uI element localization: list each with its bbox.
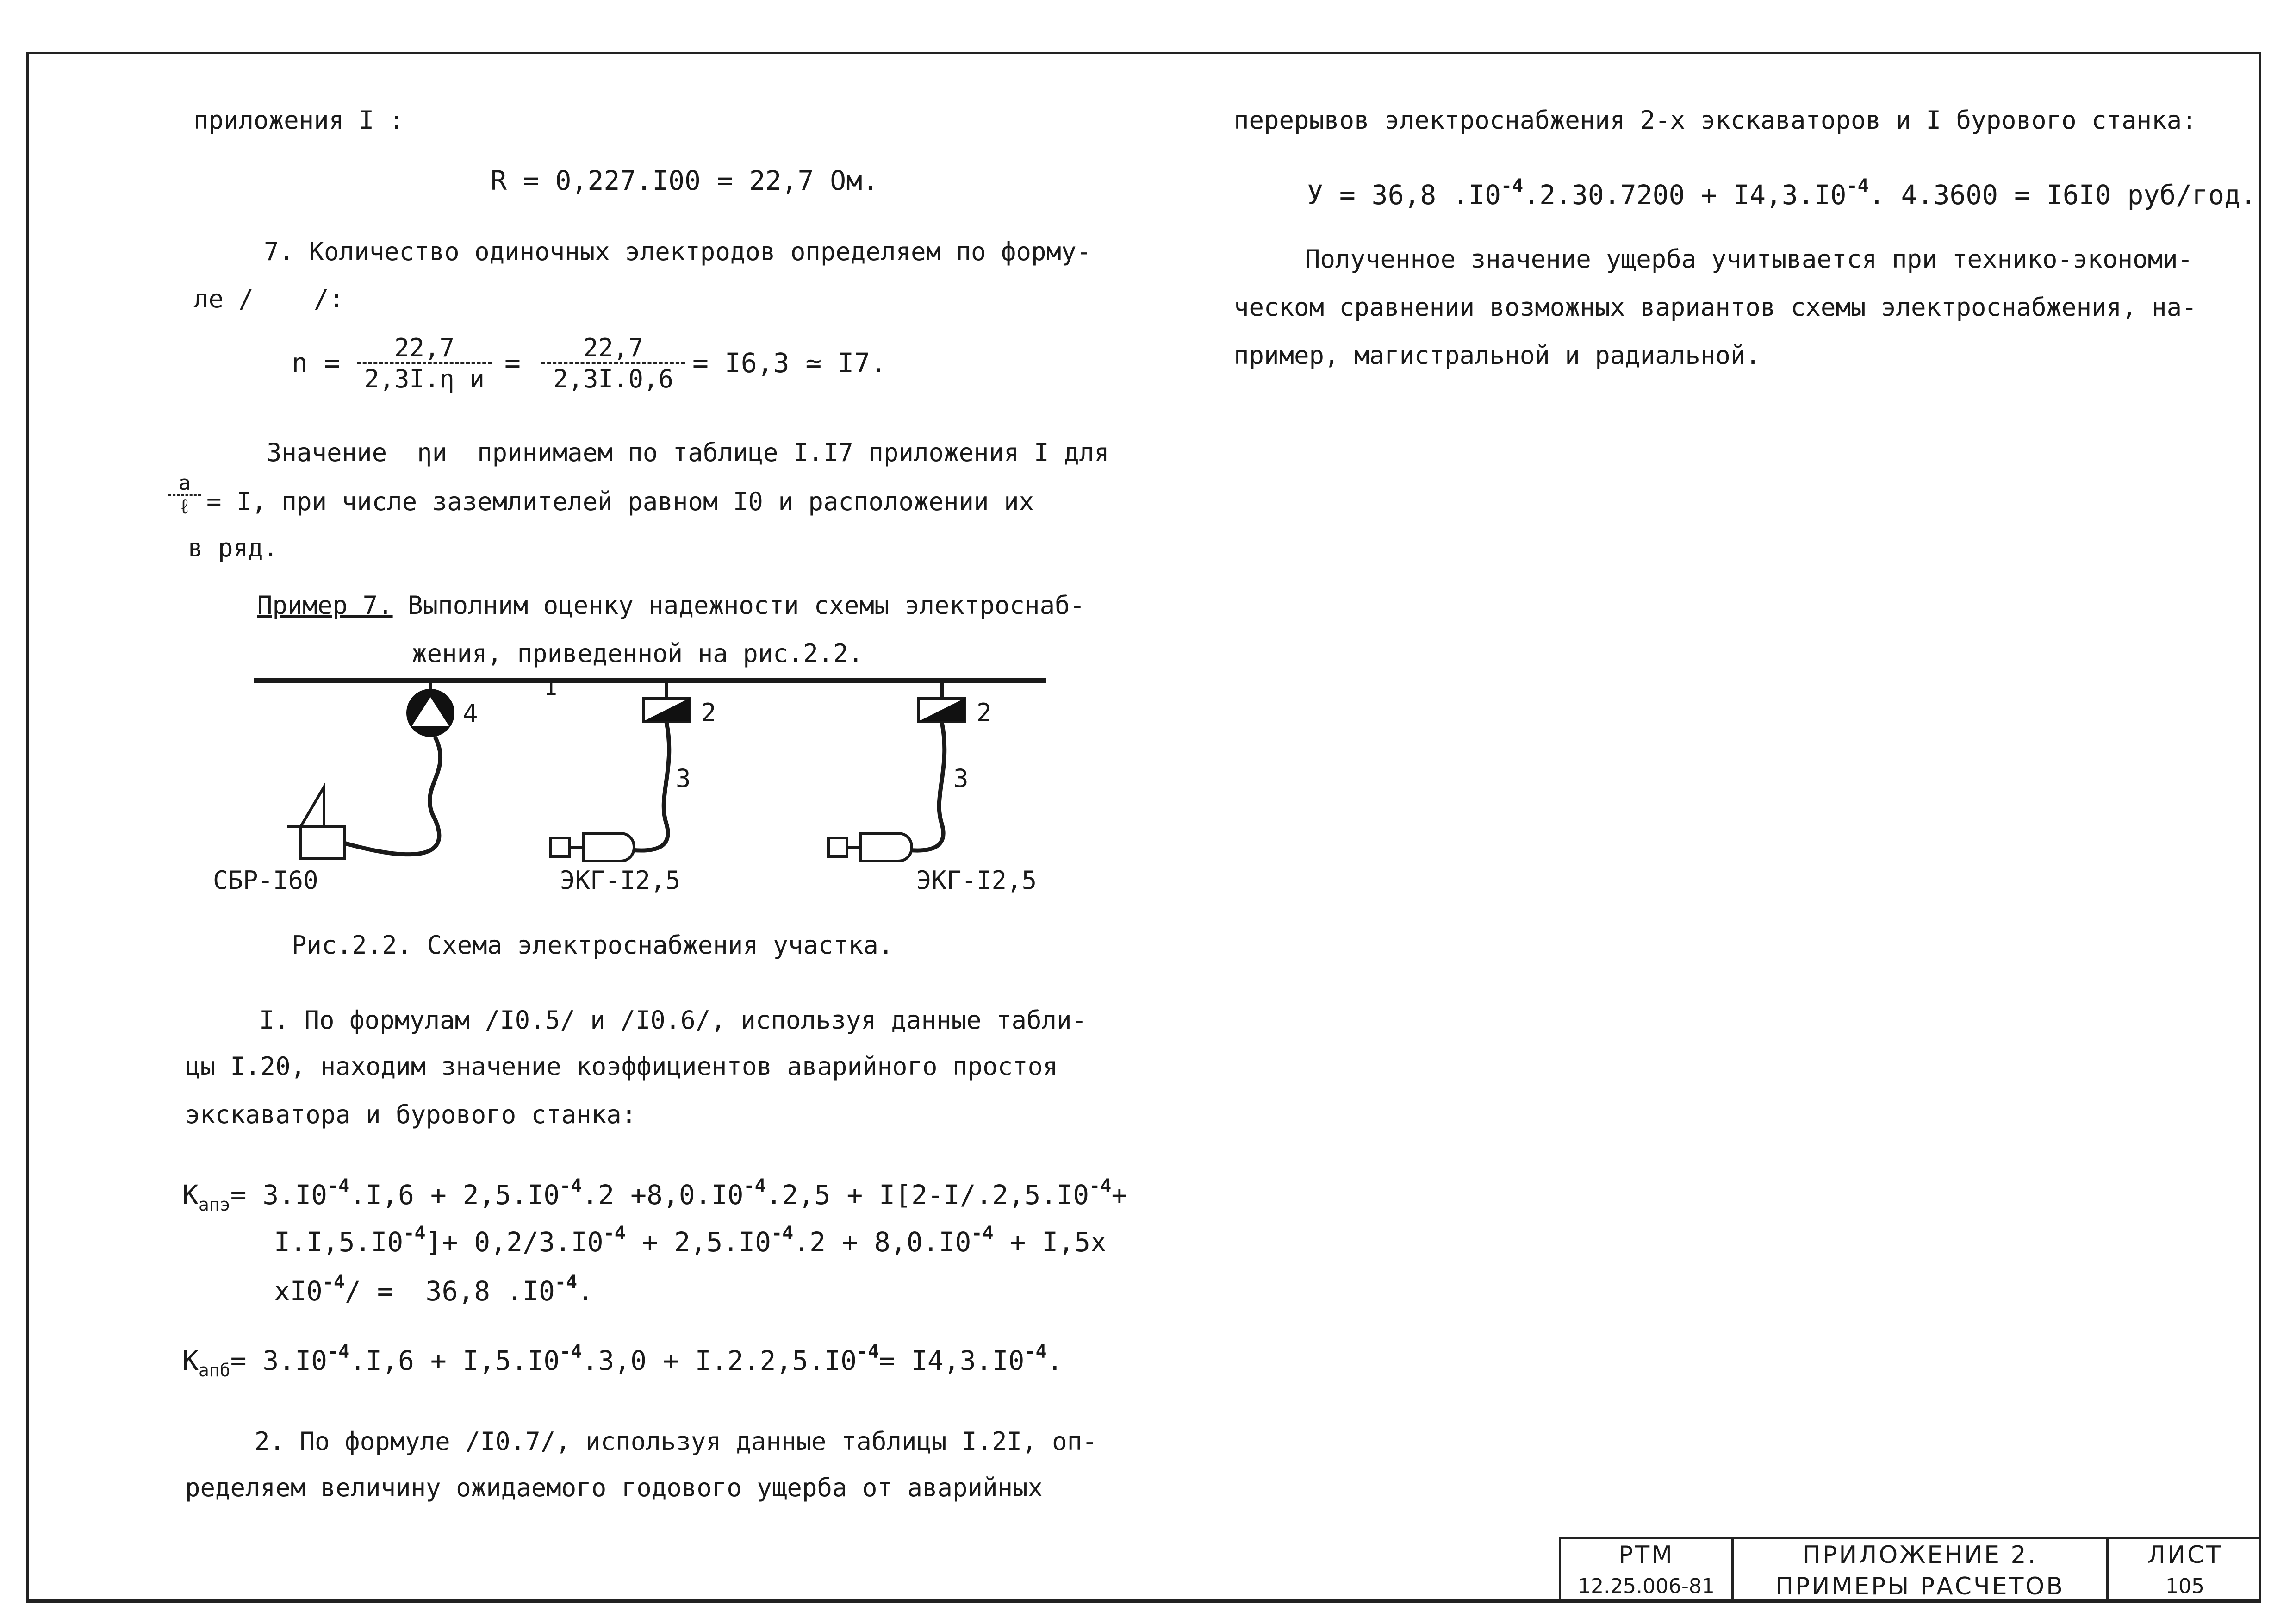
fraction-2 [541,333,685,394]
figure-caption: Рис.2.2. Схема электроснабжения участка. [292,931,894,960]
label-cable-1: 3 [676,764,691,793]
fraction-denominator: ℓ [178,495,191,518]
label-ekg-2: ЭКГ-I2,5 [916,866,1037,895]
label-cable-2: 3 [953,764,969,793]
formula-equals: = [504,347,521,379]
text-line: ческом сравнении возможных вариантов схемы электроснабжения, на- [1234,293,2197,322]
fraction-denominator: 2,3I.0,6 [553,364,674,394]
doc-code-1: РТМ [1618,1541,1674,1569]
text-line: = I, при числе заземлителей равном I0 и расположении их [206,487,1034,516]
formula-k-apb: $K_{апб}= 3.I0^{-4}.I,6 + I,5.I0^{-4}.3,0 + I.2.2,5.I0^{-4}= I4,3.I0^{-4}$. [182,1341,1063,1380]
text-line: 2. По формуле /I0.7/, используя данные таблицы I.2I, оп- [255,1427,1097,1456]
label-pump-number: 4 [463,699,478,728]
excavator-1-symbol [583,833,634,861]
formula-k-apz-line-3: $xI0^{-4}/ = 36,8$ $.I0^{-4}$. [274,1272,593,1307]
fraction-denominator: 2,3I.η и [364,364,485,394]
example-text: Выполним оценку надежности схемы электроснаб- [392,591,1085,620]
formula-k-apz-line-2: $I.I,5.I0^{-4}]+ 0,2/3.I0^{-4} + 2,5.I0^{-4}.2 + 8,0.I0^{-4} + I,5x$ [274,1223,1107,1258]
text-line: жения, приведенной на рис.2.2. [412,639,864,668]
doc-code-cell [1559,1539,1734,1603]
label-srb: СБР-I60 [213,866,318,895]
fraction-a-over-l [168,472,201,518]
label-transformer-2: 2 [977,698,992,727]
sheet-cell [2109,1539,2261,1603]
fraction-numerator: 22,7 [357,333,492,364]
title-block [1559,1537,2261,1603]
sheet-label: ЛИСТ [2147,1541,2223,1569]
example-label: Пример 7. [257,591,393,620]
title-cell [1734,1539,2109,1603]
drill-rig-symbol [301,826,345,859]
formula-k-apz-line-1: $K_{апэ}= 3.I0^{-4}.I,6 + 2,5.I0^{-4}.2 +8,0.I0^{-4}.2,5 + I[2-I/.2,5.I0^{-4}+$ [182,1175,1128,1215]
fraction-numerator: 22,7 [541,333,685,364]
text-line: цы I.20, находим значение коэффициентов аварийного простоя [185,1052,1058,1081]
formula-resistance: R = 0,227.I00 = 22,7 Ом. [491,165,879,196]
text-line: пример, магистральной и радиальной. [1234,341,1761,370]
doc-code-2: 12.25.006-81 [1578,1574,1715,1598]
text-line: I. По формулам /I0.5/ и /I0.6/, используя данные табли- [259,1006,1087,1035]
text-line: перерывов электроснабжения 2-х экскаваторов и I бурового станка: [1234,106,2197,135]
title-line-1: ПРИЛОЖЕНИЕ 2. [1802,1541,2038,1569]
label-transformer-1: 2 [701,698,716,727]
text-line: Полученное значение ущерба учитывается при технико-экономи- [1305,244,2193,274]
formula-result: = I6,3 ≃ I7. [692,347,887,379]
text-line: экскаватора и бурового станка: [185,1100,637,1129]
title-line-2: ПРИМЕРЫ РАСЧЕТОВ [1775,1573,2065,1600]
sheet-number: 105 [2165,1574,2204,1598]
formula-damage: У = 36,8 $.I0^{-4}.2.30.7200 + I4,3.I0^{-4}$. 4.3600 = I6I0 руб/год. [1307,175,2257,211]
cable-ekg-2 [889,722,945,850]
formula-n-symbol: n = [292,347,340,379]
text-line: 7. Количество одиночных электродов определяем по форму- [264,237,1092,266]
text-line: ле / /: [193,284,344,313]
label-ekg-1: ЭКГ-I2,5 [560,866,681,895]
cable-ekg-1 [611,722,669,850]
text-line: приложения I : [193,106,404,135]
fraction-1 [357,333,492,394]
label-line-number: 1 [544,675,557,701]
power-supply-diagram [176,667,1083,907]
text-line: ределяем величину ожидаемого годового ущерба от аварийных [185,1473,1043,1502]
text-line: в ряд. [188,533,279,562]
cable-srb [342,737,441,855]
example-heading [257,591,1085,620]
fraction-numerator: a [168,472,201,496]
text-line: Значение ηи принимаем по таблице I.I7 приложения I для [267,438,1109,467]
excavator-2-symbol [861,833,912,861]
